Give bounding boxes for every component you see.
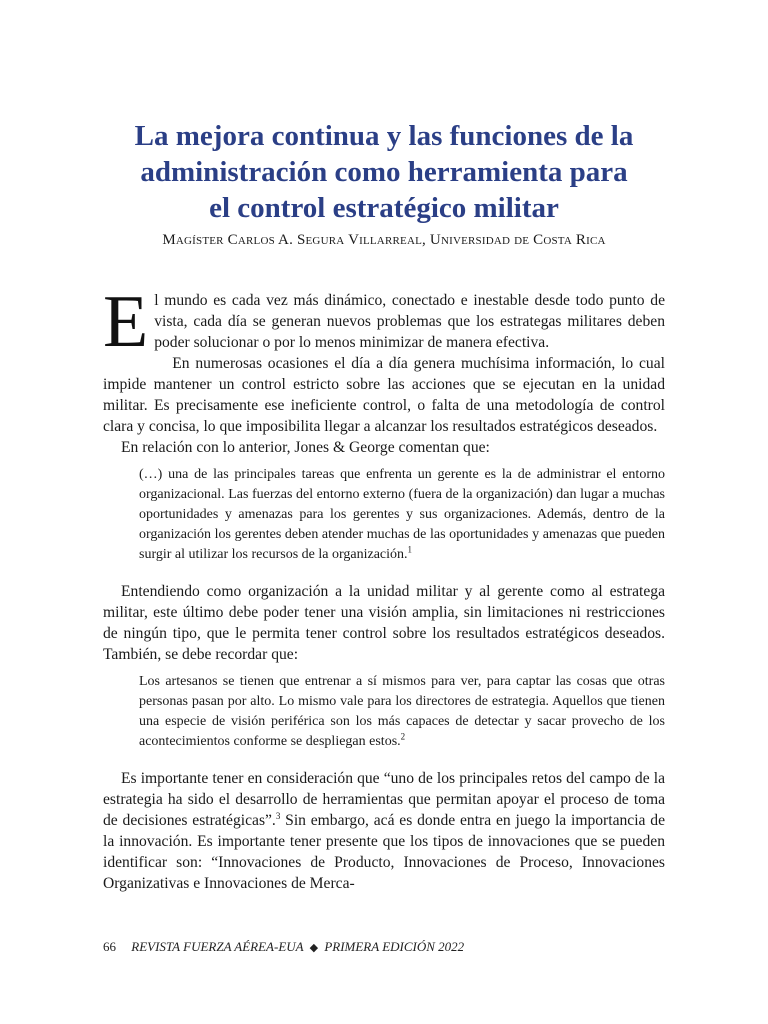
page-number: 66 bbox=[103, 939, 116, 954]
paragraph-4: Entendiendo como organización a la unidad militar y al gerente como al estratega militar, este último debe poder tener una visión amplia, sin limitaciones ni restricciones de ningún tipo, que le permita tener control sobre los resultados estratégicos deseados. También, se debe recordar que: bbox=[103, 583, 665, 663]
paragraph-1: El mundo es cada vez más dinámico, conectado e inestable desde todo punto de vista, cada día se generan nuevos problemas que los estrategas militares deben poder solucionar o por lo menos minimizar de manera efectiva. bbox=[103, 281, 665, 363]
footnote-ref-2[interactable]: 2 bbox=[400, 731, 406, 742]
paragraph-3: En relación con lo anterior, Jones & George comentan que: bbox=[121, 439, 490, 456]
journal-name: REVISTA FUERZA AÉREA-EUA bbox=[131, 939, 304, 954]
footnote-ref-1[interactable]: 1 bbox=[407, 544, 413, 555]
paragraph-5: Es importante tener en consideración que “uno de los principales retos del campo de la estrategia ha sido el desarrollo de herramientas que permitan apoyar el proceso de toma de decisiones estratégicas”.$^3$ Sin embargo, acá es donde entra en juego la importancia de la innovación. Es importante tener presente que los tipos de innovaciones que se pueden identificar son: “Innovaciones de Producto, Innovaciones de Proceso, Innovaciones Organizativas e Innovaciones de Merca- bbox=[103, 770, 665, 892]
title-line-1: La mejora continua y las funciones de la bbox=[134, 120, 634, 152]
block-quote-2 bbox=[139, 672, 665, 752]
diamond-icon: ◆ bbox=[309, 942, 319, 954]
title-line-3: el control estratégico militar bbox=[209, 192, 559, 224]
drop-cap: E bbox=[103, 281, 149, 363]
author-byline: Magíster Carlos A. Segura Villarreal, Universidad de Costa Rica bbox=[162, 232, 606, 248]
article-page bbox=[103, 0, 665, 894]
edition-label: PRIMERA EDICIÓN 2022 bbox=[324, 939, 465, 954]
article-body bbox=[103, 281, 665, 894]
title-line-2: administración como herramienta para bbox=[140, 156, 628, 188]
article-title bbox=[103, 118, 665, 226]
paragraph-2: En numerosas ocasiones el día a día genera muchísima información, lo cual impide mantener un control estricto sobre las acciones que se ejecutan en la unidad militar. Es precisamente ese ineficiente control, o falta de una metodología de control clara y concisa, lo que imposibilita llegar a alcanzar los resultados estratégicos deseados. bbox=[103, 355, 665, 435]
page-footer bbox=[103, 939, 464, 955]
quote-1-text: (…) una de las principales tareas que enfrenta un gerente es la de administrar el entorno organizacional. Las fuerzas del entorno externo (fuera de la organización) dan lugar a muchas oportunidades y amenazas para los gerentes y sus organizaciones. Además, dentro de la organización los gerentes deben atender muchas de las oportunidades y amenazas que pueden surgir al utilizar los recursos de la organización. bbox=[139, 467, 665, 562]
footnote-ref-3[interactable]: 3 bbox=[275, 810, 281, 821]
quote-2-text: Los artesanos se tienen que entrenar a sí mismos para ver, para captar las cosas que otras personas pasan por alto. Lo mismo vale para los directores de estrategia. Aquellos que tienen una especie de visión periférica son los más capaces de detectar y sacar provecho de los acontecimientos conforme se despliegan estos. bbox=[139, 674, 665, 749]
block-quote-1 bbox=[139, 465, 665, 565]
